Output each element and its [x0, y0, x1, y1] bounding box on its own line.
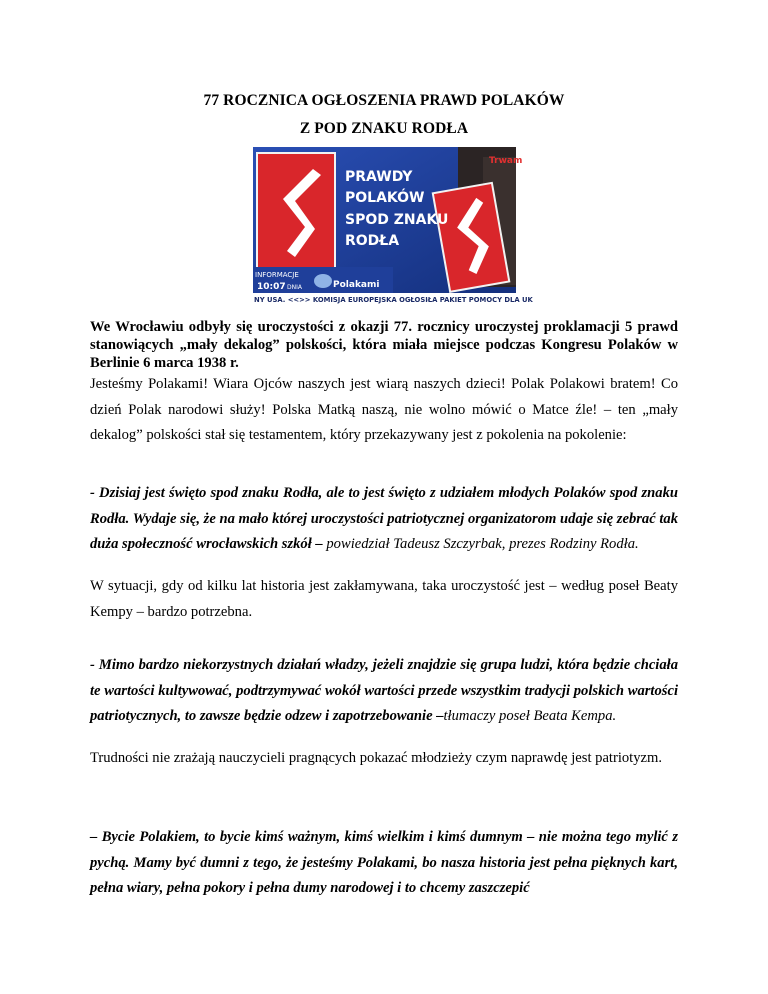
quote-3	[90, 825, 678, 902]
quote-1-attribution: powiedział Tadeusz Szczyrbak, prezes Rodziny Rodła.	[322, 536, 639, 552]
quote-1-text: - Dzisiaj jest święto spod znaku Rodła, ale to jest święto z udziałem młodych Polaków spod znaku Rodła. Wydaje się, że na mało której uroczystości patriotycznej organizatorom udaje się zebrać tak duża społeczność wrocławskich szkół –	[90, 485, 678, 552]
ticker-label: INFORMACJE	[255, 271, 299, 279]
document-title-line1: 77 ROCZNICA OGŁOSZENIA PRAWD POLAKÓW	[203, 92, 565, 109]
banner-line-1: PRAWDY	[345, 169, 413, 185]
ticker-time: 10:07	[257, 282, 286, 292]
quote-2-text: - Mimo bardzo niekorzystnych działań władzy, jeżeli znajdzie się grupa ludzi, która będzie chciała te wartości kultywować, podtrzymywać wokół wartości przede wszystkim tradycji polskich wartości patriotycznych, to zawsze będzie odzew i zapotrzebowanie –	[90, 657, 678, 724]
ticker-day: DNIA	[287, 284, 302, 291]
banner-line-2: POLAKÓW	[345, 190, 425, 206]
ticker-text: NY USA. <<>> KOMISJA EUROPEJSKA OGŁOSIŁA PAKIET POMOCY DLA UK	[254, 296, 533, 304]
document-title-line2: Z POD ZNAKU RODŁA	[299, 120, 469, 137]
quote-2-attribution: tłumaczy poseł Beata Kempa.	[443, 708, 617, 724]
quote-2	[90, 653, 678, 730]
paragraph-3: Trudności nie zrażają nauczycieli pragnących pokazać młodzieży czym naprawdę jest patriotyzm.	[90, 750, 663, 766]
quote-3-text: – Bycie Polakiem, to bycie kimś ważnym, kimś wielkim i kimś dumnym – nie można tego mylić z pychą. Mamy być dumni z tego, że jesteśmy Polakami, bo nasza historia jest pełna pięknych kart, pełna wiary, pełna pokory i pełna dumy narodowej i to chcemy zaszczepić	[90, 829, 678, 896]
paragraph-1: Jesteśmy Polakami! Wiara Ojców naszych jest wiarą naszych dzieci! Polak Polakowi bratem! Co dzień Polak narodowi służy! Polska Matką naszą, nie wolno mówić o Matce źle! – ten „mały dekalog” polskości stał się testamentem, który przekazywany jest z pokolenia na pokolenie:	[90, 376, 678, 443]
rodlo-banner-illustration	[253, 147, 533, 305]
banner-line-4: RODŁA	[345, 233, 400, 249]
globe-icon	[314, 274, 332, 288]
ticker-brand: Polakami	[333, 280, 380, 290]
lead-paragraph: We Wrocławiu odbyły się uroczystości z okazji 77. rocznicy uroczystej proklamacji 5 prawd stanowiących „mały dekalog” polskości, która miała miejsce podczas Kongresu Polaków w Berlinie 6 marca 1938 r.	[90, 319, 678, 371]
banner-line-3: SPOD ZNAKU	[345, 212, 449, 228]
article-photo	[253, 147, 533, 305]
corner-logo: Trwam	[489, 156, 523, 166]
quote-1	[90, 481, 678, 558]
paragraph-2: W sytuacji, gdy od kilku lat historia jest zakłamywana, taka uroczystość jest – według poseł Beaty Kempy – bardzo potrzebna.	[90, 578, 678, 620]
